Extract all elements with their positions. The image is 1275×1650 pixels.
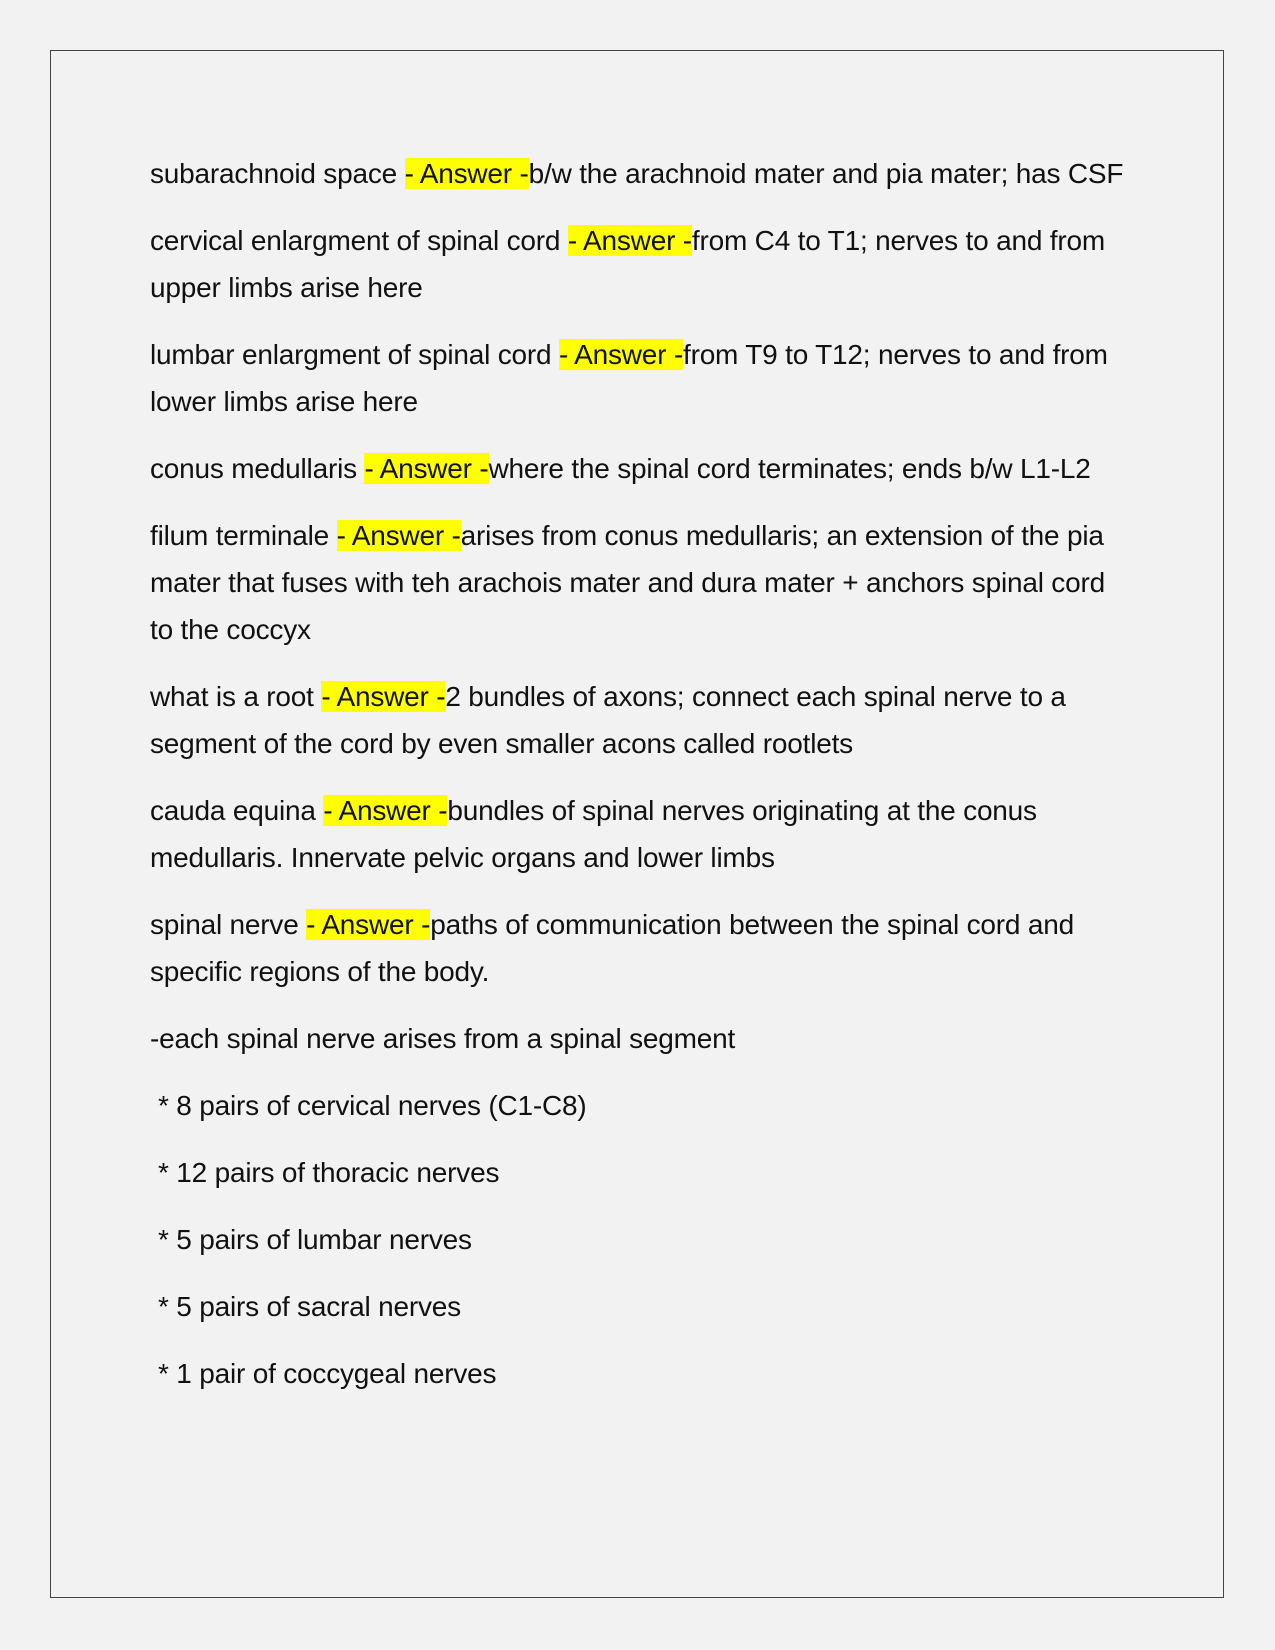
entry-definition: b/w the arachnoid mater and pia mater; has CSF [528, 158, 1124, 189]
entry-definition: paths of communication between the spinal cord and specific regions of the body. [150, 909, 1074, 987]
bullet-item: * 1 pair of coccygeal nerves [158, 1358, 497, 1389]
entry-term: lumbar enlargment of spinal cord [150, 339, 559, 370]
bullet-item: * 12 pairs of thoracic nerves [158, 1157, 500, 1188]
answer-marker: - Answer - [323, 795, 448, 826]
answer-marker: - Answer - [364, 453, 489, 484]
entry-term: spinal nerve [150, 909, 307, 940]
entry-term: cauda equina [150, 795, 324, 826]
entry-definition: bundles of spinal nerves originating at the conus medullaris. Innervate pelvic organs and lower limbs [150, 795, 1037, 873]
answer-marker: - Answer - [567, 225, 692, 256]
document-body [150, 150, 1130, 1417]
entry-term: filum terminale [150, 520, 337, 551]
bullet-item: * 8 pairs of cervical nerves (C1-C8) [158, 1090, 587, 1121]
answer-marker: - Answer - [404, 158, 529, 189]
entry-paragraph [150, 217, 1130, 311]
bullet-item: * 5 pairs of lumbar nerves [158, 1224, 472, 1255]
answer-marker: - Answer - [306, 909, 431, 940]
entry-term: conus medullaris [150, 453, 365, 484]
entry-term: subarachnoid space [150, 158, 405, 189]
entry-paragraph [150, 331, 1130, 425]
entry-definition: from T9 to T12; nerves to and from lower limbs arise here [150, 339, 1108, 417]
note-line: -each spinal nerve arises from a spinal segment [150, 1023, 736, 1054]
entry-definition: from C4 to T1; nerves to and from upper limbs arise here [150, 225, 1105, 303]
entry-paragraph [150, 512, 1130, 653]
answer-marker: - Answer - [336, 520, 461, 551]
entry-definition: 2 bundles of axons; connect each spinal nerve to a segment of the cord by even smaller acons called rootlets [150, 681, 1066, 759]
entry-paragraph [150, 445, 1130, 492]
entry-term: cervical enlargment of spinal cord [150, 225, 568, 256]
entry-paragraph [150, 673, 1130, 767]
entry-term: what is a root [150, 681, 322, 712]
entry-paragraph [150, 787, 1130, 881]
entry-paragraph [150, 150, 1130, 197]
entry-paragraph [150, 901, 1130, 995]
entry-definition: where the spinal cord terminates; ends b/w L1-L2 [488, 453, 1091, 484]
answer-marker: - Answer - [321, 681, 446, 712]
answer-marker: - Answer - [558, 339, 683, 370]
bullet-item: * 5 pairs of sacral nerves [158, 1291, 461, 1322]
entry-definition: arises from conus medullaris; an extension of the pia mater that fuses with teh arachois mater and dura mater + anchors spinal cord to the coccyx [150, 520, 1105, 645]
